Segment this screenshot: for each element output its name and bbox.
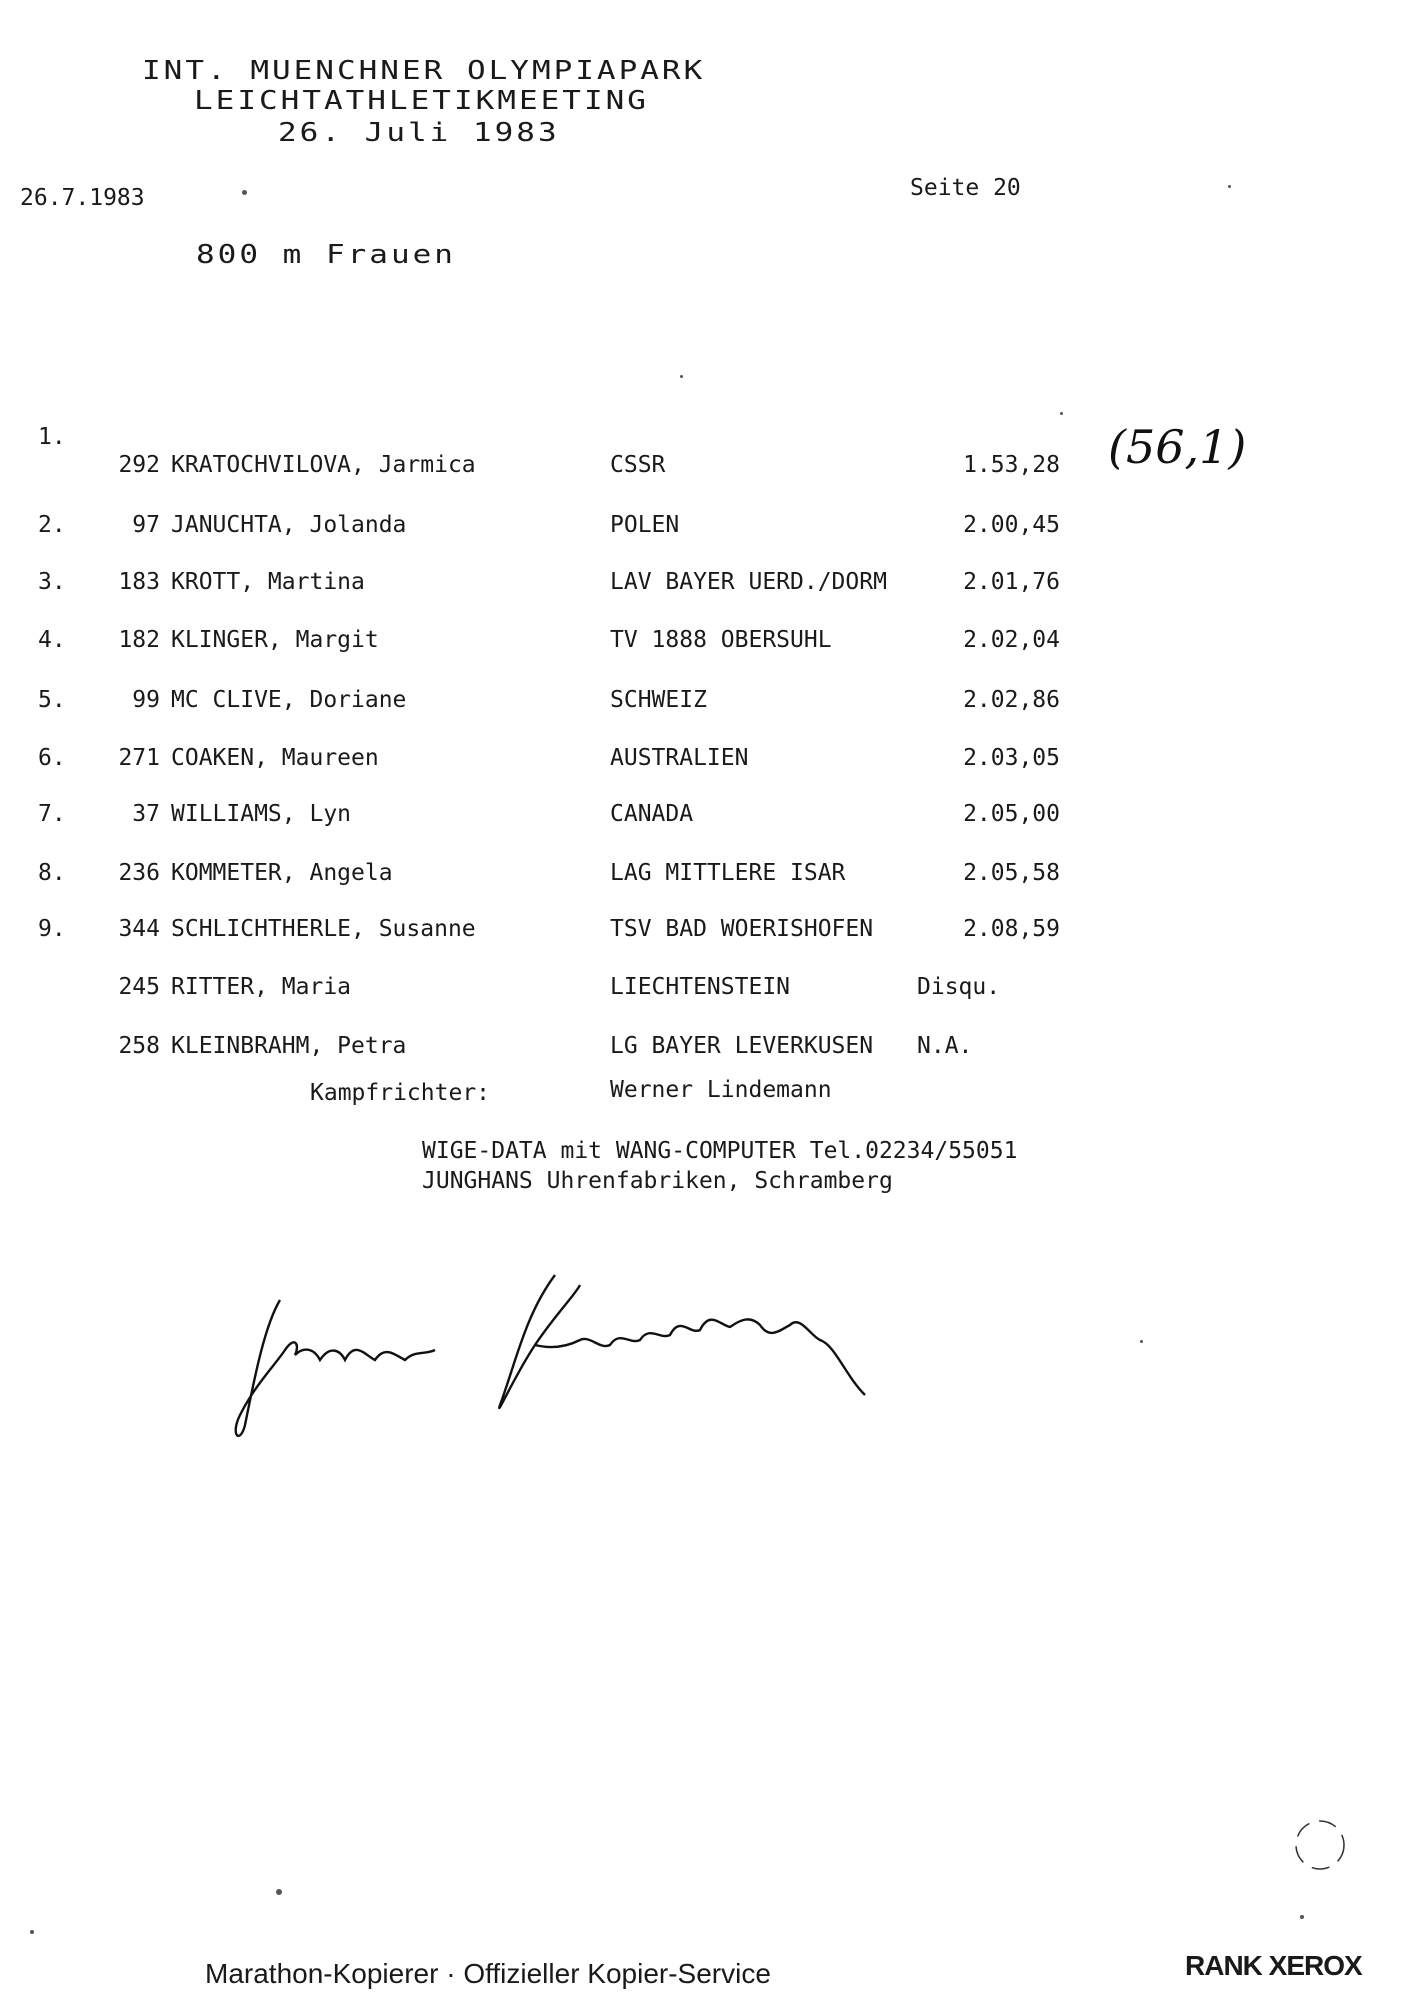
copy-speck [1060,412,1063,415]
result-time: 2.08,59 [963,916,1060,942]
credits-line-1: WIGE-DATA mit WANG-COMPUTER Tel.02234/55051 [422,1138,1018,1164]
signature [225,1255,1005,1455]
place-number: 4. [38,627,66,653]
athlete-name: COAKEN, Maureen [171,745,379,771]
result-time: 1.53,28 [963,452,1060,478]
copy-speck [30,1930,34,1934]
athlete-name: RITTER, Maria [171,974,352,1000]
handwritten-annotation: (56,1) [1108,420,1247,474]
bib-number: 258 [118,1033,160,1059]
rank-xerox-logo: RANK XEROX [1185,1950,1362,1981]
club-name: CSSR [610,452,666,478]
club-name: SCHWEIZ [610,687,707,713]
result-row [0,974,1413,1014]
club-name: LIECHTENSTEIN [610,974,791,1000]
copy-speck [1140,1340,1143,1343]
credits-line-2: JUNGHANS Uhrenfabriken, Schramberg [422,1168,893,1194]
result-row [0,745,1413,785]
circle-mark [1290,1815,1350,1875]
bib-number: 245 [118,974,160,1000]
copy-speck [276,1889,282,1895]
header-line-2: LEICHTATHLETIKMEETING [194,86,649,116]
result-row [0,627,1413,667]
athlete-name: KLINGER, Margit [171,627,379,653]
copier-footer: Marathon-Kopierer · Offizieller Kopier-Service [205,1958,771,1989]
athlete-name: KLEINBRAHM, Petra [171,1033,407,1059]
place-number: 1. [38,424,66,450]
place-number: 6. [38,745,66,771]
result-row [0,512,1413,552]
place-number: 8. [38,860,66,886]
place-number: 5. [38,687,66,713]
club-name: AUSTRALIEN [610,745,749,771]
athlete-name: SCHLICHTHERLE, Susanne [171,916,476,942]
bib-number: 97 [132,512,160,538]
result-row [0,801,1413,841]
result-row [0,860,1413,900]
club-name: LAG MITTLERE ISAR [610,860,846,886]
result-time: 2.05,58 [963,860,1060,886]
result-row [0,569,1413,609]
athlete-name: JANUCHTA, Jolanda [171,512,407,538]
bib-number: 271 [118,745,160,771]
athlete-name: MC CLIVE, Doriane [171,687,407,713]
copy-speck [242,190,247,195]
club-name: LAV BAYER UERD./DORM [610,569,887,595]
bib-number: 183 [118,569,160,595]
copy-speck [1300,1915,1304,1919]
bib-number: 99 [132,687,160,713]
club-name: TV 1888 OBERSUHL [610,627,832,653]
event-title: 800 m Frauen [196,240,456,270]
result-time: 2.02,04 [963,627,1060,653]
page-number: Seite 20 [910,175,1021,201]
club-name: CANADA [610,801,694,827]
header-line-1: INT. MUENCHNER OLYMPIAPARK [142,56,706,86]
result-time: 2.03,05 [963,745,1060,771]
result-note: Disqu. [917,974,1001,1000]
copy-speck [680,375,683,378]
print-date: 26.7.1983 [20,185,145,211]
result-row [0,687,1413,727]
athlete-name: KRATOCHVILOVA, Jarmica [171,452,476,478]
result-row [0,1033,1413,1073]
athlete-name: KROTT, Martina [171,569,365,595]
bib-number: 344 [118,916,160,942]
result-row [0,916,1413,956]
result-note: N.A. [917,1033,973,1059]
club-name: POLEN [610,512,680,538]
result-time: 2.02,86 [963,687,1060,713]
copy-speck [1228,185,1231,188]
club-name: TSV BAD WOERISHOFEN [610,916,874,942]
result-time: 2.05,00 [963,801,1060,827]
place-number: 3. [38,569,66,595]
athlete-name: WILLIAMS, Lyn [171,801,352,827]
bib-number: 292 [118,452,160,478]
result-time: 2.00,45 [963,512,1060,538]
result-time: 2.01,76 [963,569,1060,595]
club-name: LG BAYER LEVERKUSEN [610,1033,874,1059]
place-number: 2. [38,512,66,538]
place-number: 7. [38,801,66,827]
place-number: 9. [38,916,66,942]
referee-name: Werner Lindemann [610,1077,832,1103]
bib-number: 37 [132,801,160,827]
bib-number: 182 [118,627,160,653]
athlete-name: KOMMETER, Angela [171,860,393,886]
referee-label: Kampfrichter: [310,1080,491,1106]
bib-number: 236 [118,860,160,886]
header-line-3: 26. Juli 1983 [278,118,560,148]
